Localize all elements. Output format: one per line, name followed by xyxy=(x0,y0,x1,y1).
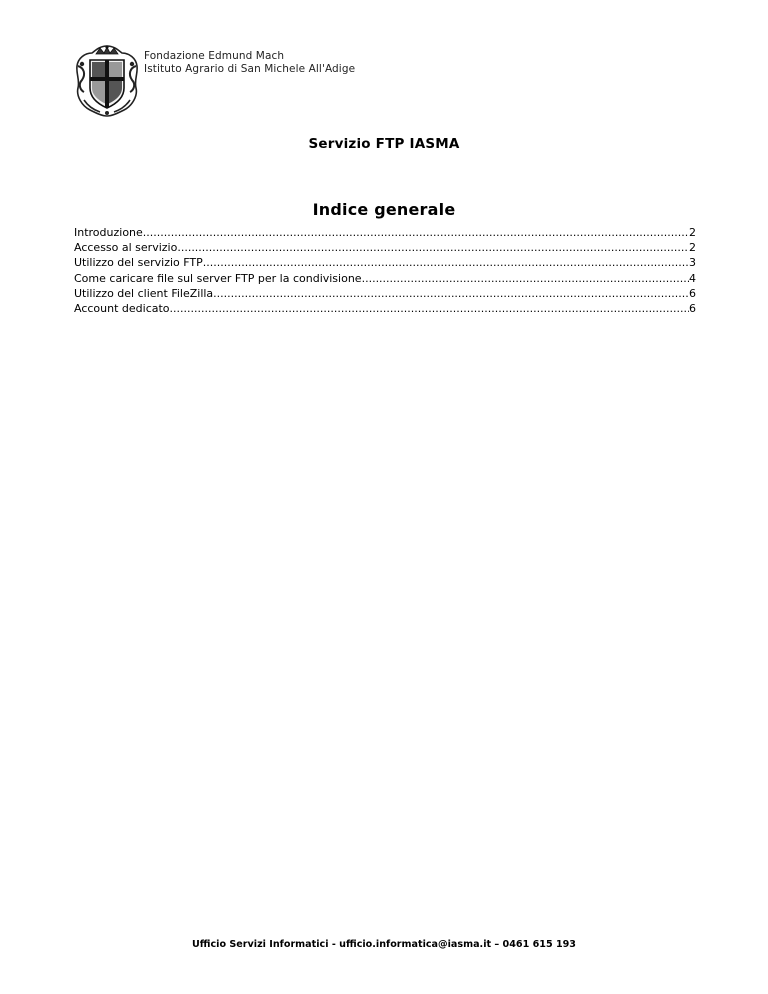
organization-name-line-2: Istituto Agrario di San Michele All'Adige xyxy=(144,63,356,75)
document-title: Servizio FTP IASMA xyxy=(308,136,460,152)
toc-entry-utilizzo-servizio[interactable] xyxy=(74,255,696,270)
page-header xyxy=(74,44,355,118)
toc-entry-page: 2 xyxy=(689,241,696,255)
toc-entry-label: Account dedicato xyxy=(74,301,170,315)
toc-heading: Indice generale xyxy=(312,200,456,219)
page-footer: Ufficio Servizi Informatici - ufficio.informatica@iasma.it – 0461 615 193 xyxy=(191,939,576,950)
toc-dot-leader xyxy=(177,240,689,255)
coat-of-arms-logo xyxy=(74,44,140,118)
toc-entry-label: Accesso al servizio xyxy=(74,241,178,255)
toc-entry-caricare-file[interactable] xyxy=(74,271,696,286)
toc-entry-page: 3 xyxy=(689,256,696,270)
table-of-contents xyxy=(74,225,696,316)
toc-dot-leader xyxy=(143,225,689,240)
toc-entry-label: Introduzione xyxy=(74,226,143,239)
toc-entry-page: 4 xyxy=(689,271,696,285)
toc-entry-accesso[interactable] xyxy=(74,240,696,255)
toc-dot-leader xyxy=(362,271,689,286)
toc-entry-label: Come caricare file sul server FTP per la condivisione xyxy=(74,271,362,285)
toc-entry-page: 2 xyxy=(689,226,696,239)
toc-dot-leader xyxy=(203,255,689,270)
toc-entry-filezilla[interactable] xyxy=(74,286,696,301)
organization-name xyxy=(144,50,355,76)
organization-name-line-1: Fondazione Edmund Mach xyxy=(144,50,285,62)
toc-entry-label: Utilizzo del client FileZilla xyxy=(74,286,214,300)
toc-dot-leader xyxy=(213,286,689,301)
toc-entry-page: 6 xyxy=(689,301,696,315)
toc-dot-leader xyxy=(170,301,689,316)
toc-entry-page: 6 xyxy=(689,286,696,300)
toc-entry-label: Utilizzo del servizio FTP xyxy=(74,256,203,270)
toc-entry-account[interactable] xyxy=(74,301,696,316)
toc-entry-introduzione[interactable] xyxy=(74,225,696,240)
